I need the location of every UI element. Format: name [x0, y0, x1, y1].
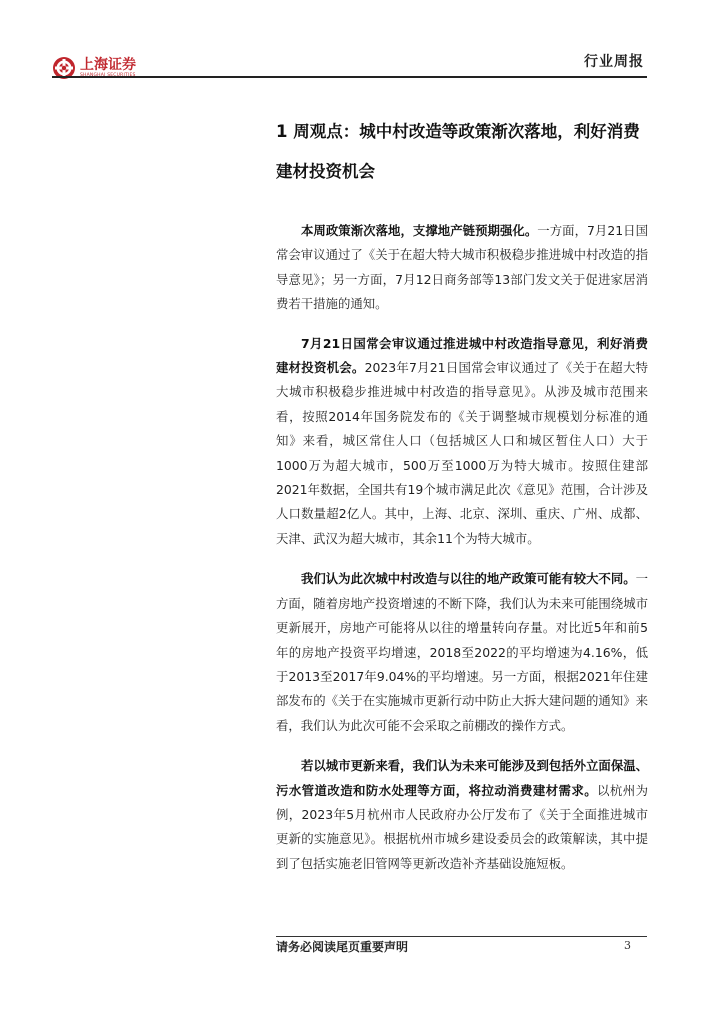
logo-english-name: SHANGHAI SECURITIES — [80, 72, 136, 78]
paragraph-text: 2023年7月21日国常会审议通过了《关于在超大特大城市积极稳步推进城中村改造的指导意见》。从涉及城市范围来看，按照2014年国务院发布的《关于调整城市规模划分标准的通知》来看，城区常住人口（包括城区人口和城区暂住人口）大于1000万为超大城市，500万至1000万为特大城市。按照住建部2021年数据，全国共有19个城市满足此次《意见》范围，合计涉及人口数量超2亿人。其中，上海、北京、深圳、重庆、广州、成都、天津、武汉为超大城市，其余11个为特大城市。 — [276, 360, 648, 546]
main-content — [276, 112, 648, 876]
paragraph-text: 以杭州为例，2023年5月杭州市人民政府办公厅发布了《关于全面推进城市更新的实施意见》。根据杭州市城乡建设委员会的政策解读，其中提到了包括实施老旧管网等更新改造补齐基础设施短板。 — [276, 782, 649, 871]
report-type-label: 行业周报 — [584, 54, 644, 70]
paragraph-policy-summary — [276, 219, 648, 317]
section-title: 1 周观点：城中村改造等政策渐次落地，利好消费建材投资机会 — [276, 122, 640, 181]
paragraph-lead: 7月21日国常会审议通过推进城中村改造指导意见，利好消费建材投资机会。 — [276, 335, 648, 376]
logo-chinese-name: 上海证券 — [80, 56, 136, 73]
footer-divider — [276, 936, 647, 937]
paragraph-lead: 我们认为此次城中村改造与以往的地产政策可能有较大不同。 — [301, 571, 636, 587]
page-number: 3 — [624, 939, 631, 952]
paragraph-text: 一方面，7月21日国常会审议通过了《关于在超大特大城市积极稳步推进城中村改造的指导意见》；另一方面，7月12日商务部等13部门发文关于促进家居消费若干措施的通知。 — [276, 223, 649, 312]
paragraph-urban-renewal-demand — [276, 754, 648, 876]
paragraph-lead: 若以城市更新来看，我们认为未来可能涉及到包括外立面保温、污水管道改造和防水处理等方面，将拉动消费建材需求。 — [276, 758, 648, 798]
paragraph-urban-village-guidance — [276, 332, 648, 552]
disclaimer-note: 请务必阅读尾页重要声明 — [276, 940, 409, 954]
paragraph-text: 一方面，随着房地产投资增速的不断下降，我们认为未来可能围绕城市更新展开，房地产可能将从以往的增量转向存量。对比近5年和前5年的房地产投资平均增速，2018至2022的平均增速为4.16%，低于2013至2017年9.04%的平均增速。另一方面，根据2021年住建部发布的《关于在实施城市更新行动中防止大拆大建问题的通知》来看，我们认为此次可能不会采取之前棚改的操作方式。 — [276, 571, 648, 733]
paragraph-lead: 本周政策渐次落地，支撑地产链预期强化。 — [301, 223, 538, 238]
paragraph-policy-difference — [276, 567, 648, 738]
